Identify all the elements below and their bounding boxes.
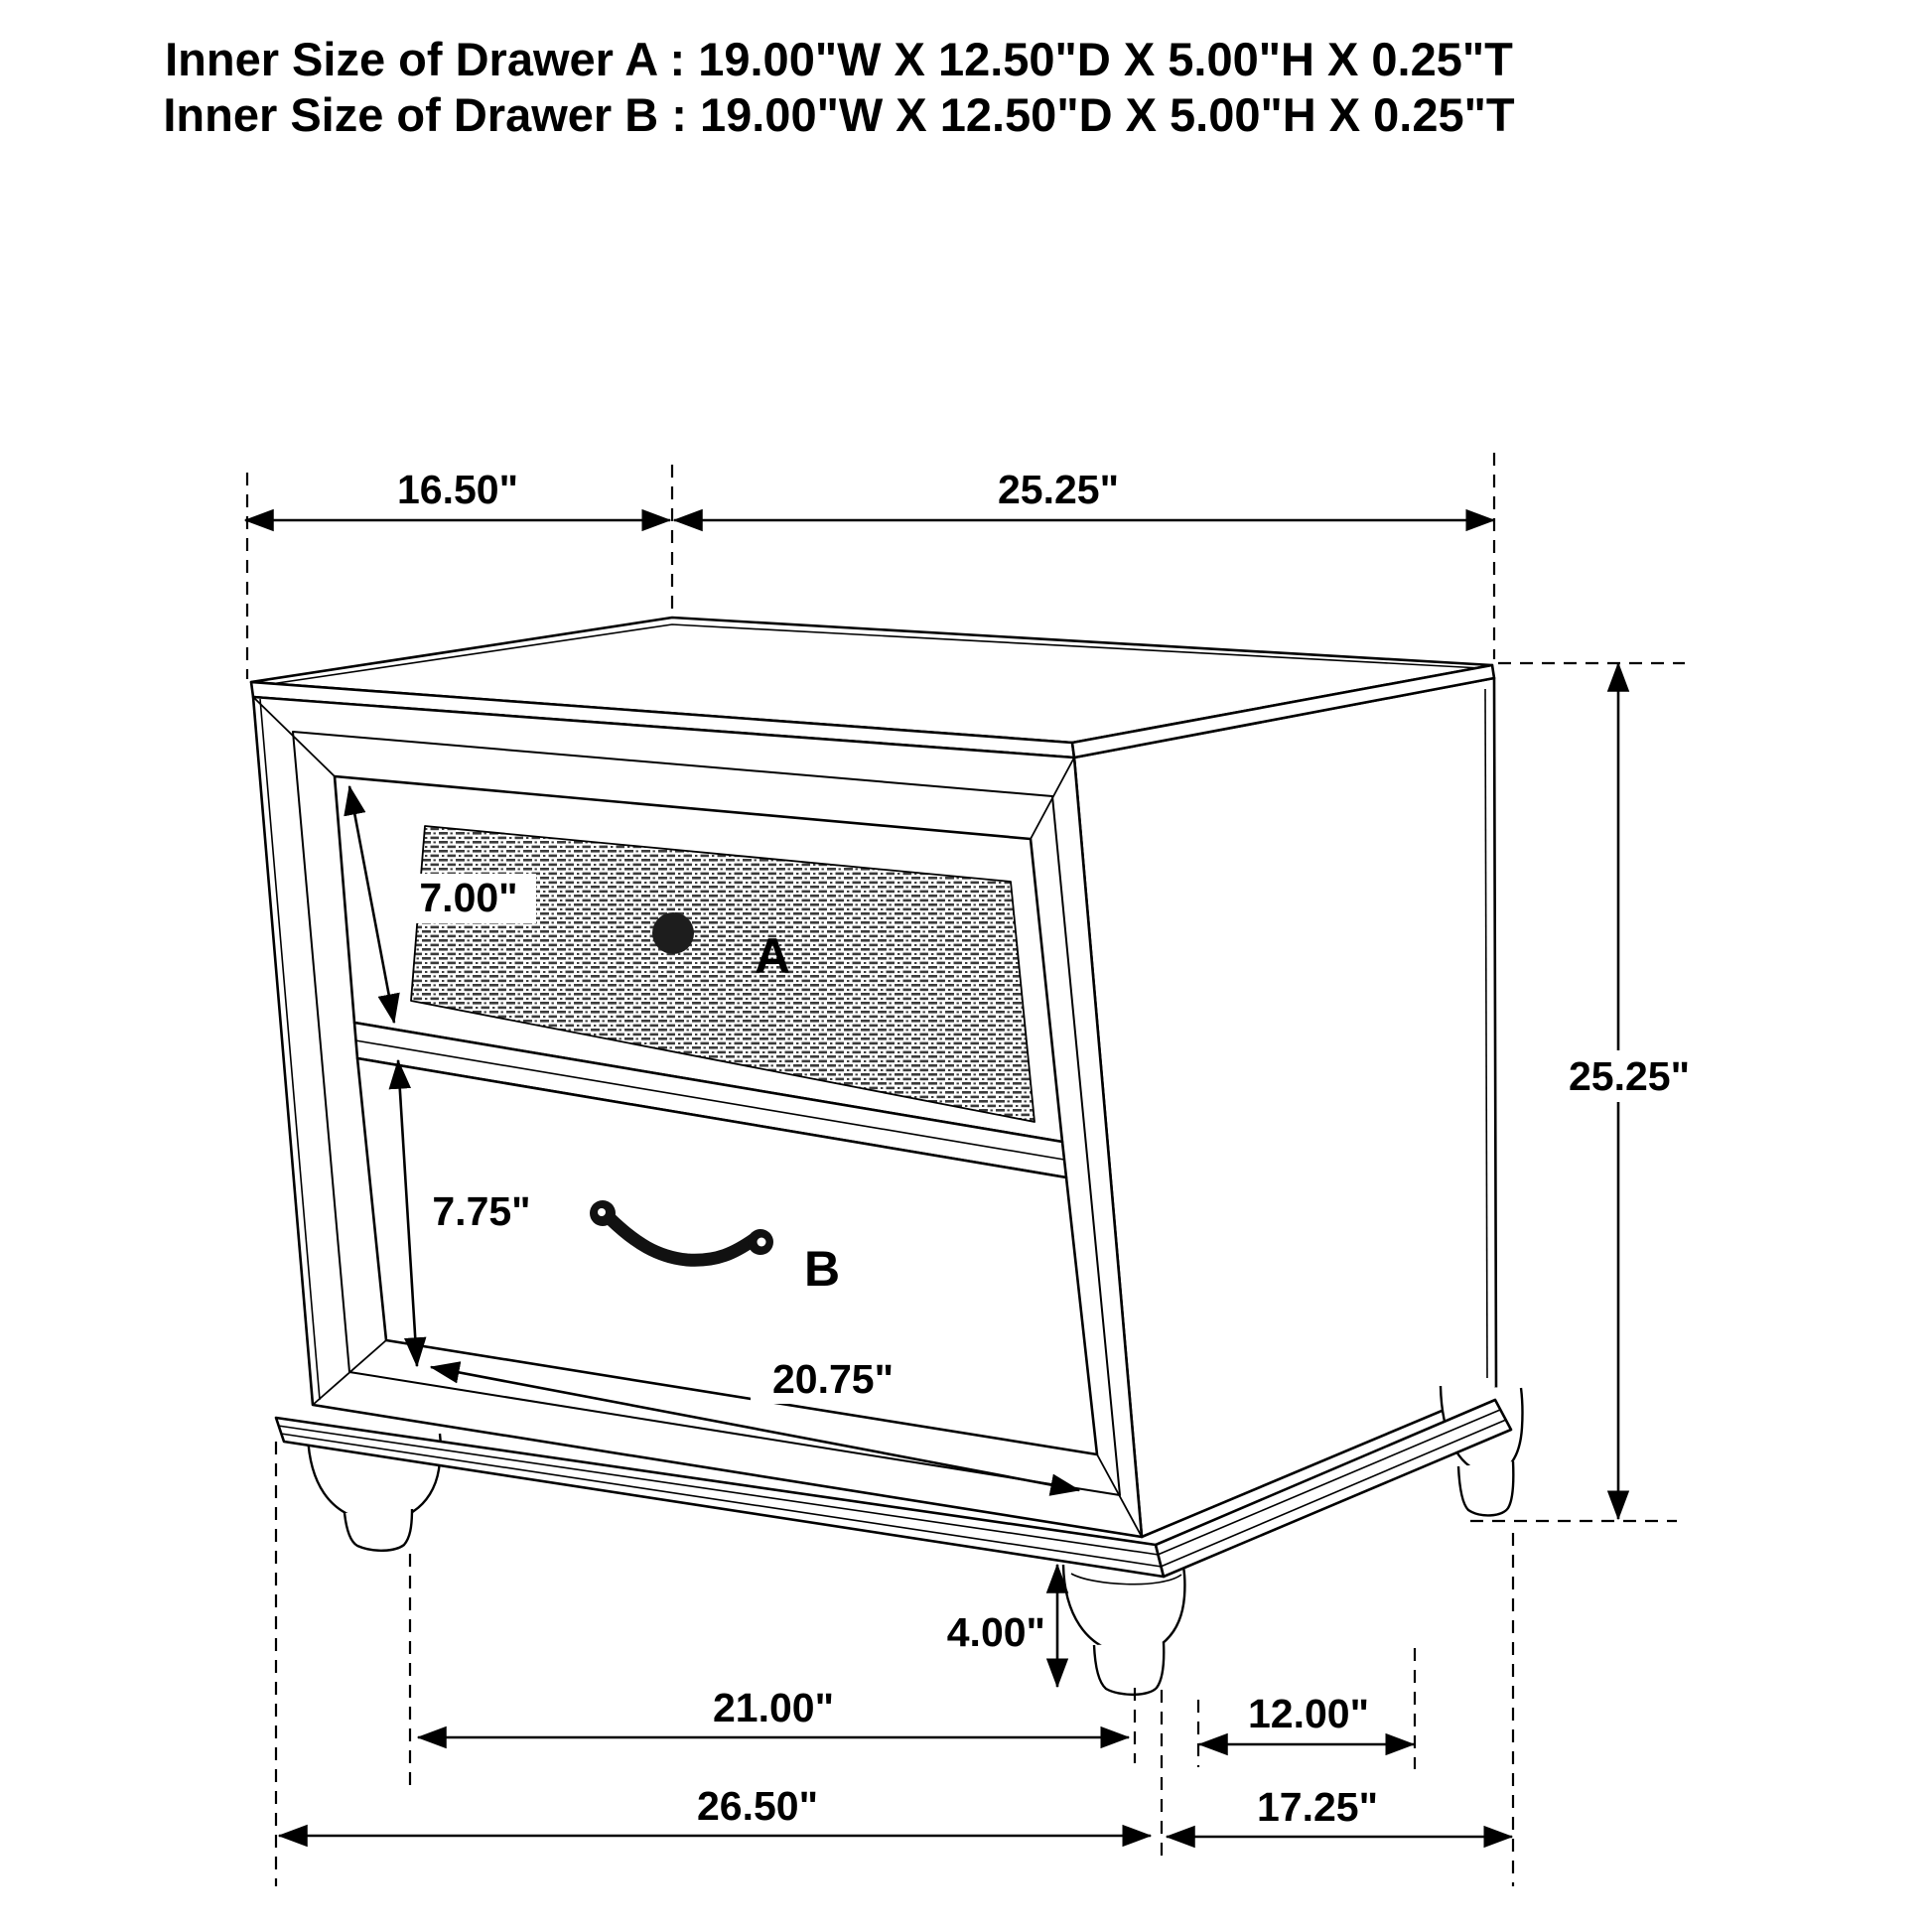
dim-label-top-left-width: 16.50": [396, 467, 519, 512]
dim-label-side-inner-depth: 12.00": [1247, 1691, 1370, 1736]
dim-label-front-inner-width: 21.00": [712, 1685, 835, 1730]
title-line-2: Inner Size of Drawer B : 19.00"W X 12.50"D X 5.00"H X 0.25"T: [163, 88, 1515, 141]
dim-label-front-overall-width: 26.50": [696, 1783, 819, 1829]
dim-label-overall-height: 25.25": [1568, 1053, 1691, 1099]
drawer-b-letter: B: [803, 1241, 841, 1297]
diagram-title: [163, 33, 1515, 141]
nightstand-drawing: [251, 618, 1522, 1695]
dim-label-drawer-a-height: 7.00": [419, 875, 518, 920]
dim-label-drawer-b-height: 7.75": [432, 1188, 531, 1234]
drawer-a-letter: A: [754, 928, 791, 984]
title-line-1: Inner Size of Drawer A : 19.00"W X 12.50"D X 5.00"H X 0.25"T: [165, 33, 1513, 85]
dim-label-top-depth: 25.25": [997, 467, 1120, 512]
side-panel: [1074, 678, 1496, 1537]
foot-front-right: [1063, 1565, 1184, 1695]
dim-label-side-overall-depth: 17.25": [1256, 1784, 1379, 1830]
drawer-a-knob: [652, 912, 694, 954]
dim-label-leg-height: 4.00": [946, 1609, 1045, 1655]
dim-label-drawer-width: 20.75": [771, 1356, 895, 1402]
